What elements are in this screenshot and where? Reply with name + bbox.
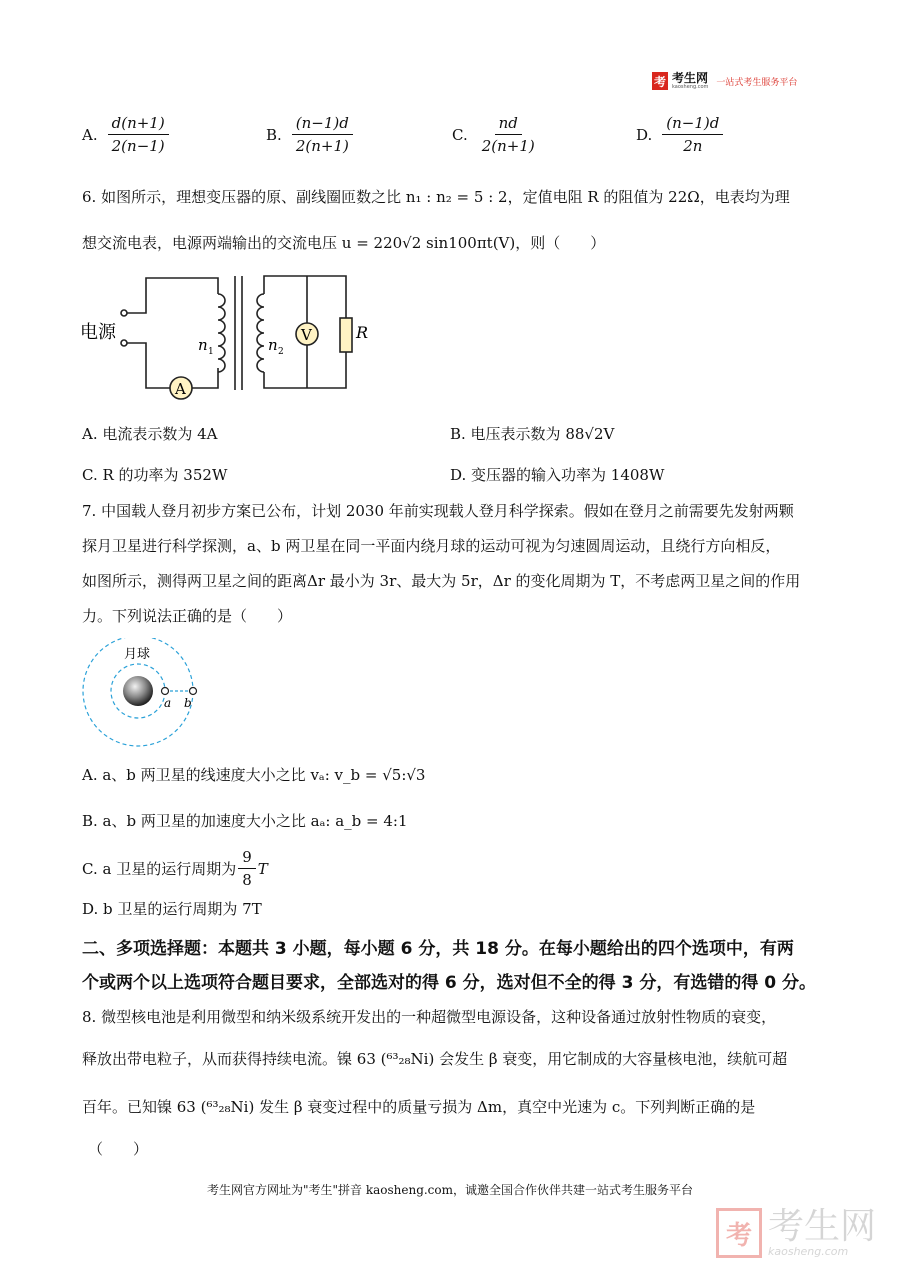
resistor-icon [340,318,352,352]
n1-label: n [198,336,208,354]
watermark-icon: 考 [716,1208,762,1258]
primary-wire-top [127,278,218,313]
n1-subscript: 1 [208,347,214,357]
fraction-den: 2(n+1) [481,137,535,155]
q7-stem-line4: 力。下列说法正确的是（ ） [82,607,293,625]
option-fraction [238,848,256,889]
page-footer: 考生网官方网址为"考生"拼音 kaosheng.com，诚邀全国合作伙伴共建一站式考生服务平台 [206,1183,694,1197]
option-label: B. [266,125,282,144]
section2-heading-line2: 个或两个以上选项符合题目要求，全部选对的得 6 分，选对但不全的得 3 分，有选错的得 0 分。 [82,973,816,993]
option-label: C. [452,125,468,144]
satellite-b-label: b [184,696,192,710]
q7-option-a: A. a、b 两卫星的线速度大小之比 vₐ: v_b = √5:√3 [82,766,426,784]
q6-option-c: C. R 的功率为 352W [82,466,228,484]
q8-stem-line3: 百年。已知镍 63 (⁶³₂₈Ni) 发生 β 衰变过程中的质量亏损为 Δm，真空中光速为 c。下列判断正确的是 [82,1098,756,1116]
logo-slogan: 一站式考生服务平台 [716,77,798,88]
fraction-num: nd [495,114,522,135]
fraction-den: 2n [683,137,703,155]
satellite-a-icon [162,688,169,695]
satellite-b-icon [190,688,197,695]
moon-icon [123,676,153,706]
logo-icon: 考 [652,72,668,90]
section2-heading-line1: 二、多项选择题：本题共 3 小题，每小题 6 分，共 18 分。在每小题给出的四个选项中，有两 [82,939,794,959]
q6-stem-line1: 6. 如图所示，理想变压器的原、副线圈匝数之比 n₁ : n₂ = 5 : 2，定值电阻 R 的阻值为 22Ω，电表均为理 [82,188,790,206]
resistor-label: R [356,323,369,342]
q5-option-a [82,114,169,155]
watermark-name: 考生网 [768,1205,877,1247]
power-source-label: 电源 [80,322,116,343]
ammeter-label: A [175,380,186,398]
q6-stem-line2: 想交流电表，电源两端输出的交流电压 u = 220√2 sin100πt(V)，则（ ） [82,234,606,252]
secondary-coil [257,294,264,372]
voltmeter-label: V [301,326,312,344]
header-logo [652,72,797,90]
fraction-den: 8 [242,871,252,889]
n2-label: n [268,336,278,354]
q8-stem-line1: 8. 微型核电池是利用微型和纳米级系统开发出的一种超微型电源设备，这种设备通过放射性物质的衰变， [82,1008,777,1026]
n2-subscript: 2 [278,347,284,357]
q5-option-b [266,114,353,155]
option-fraction [478,114,539,155]
option-fraction [108,114,169,155]
primary-coil [218,294,225,372]
primary-wire-bottom [127,343,170,388]
secondary-wire-top [264,276,346,318]
lunar-orbit-diagram [80,638,210,750]
terminal-top [121,310,127,316]
secondary-wire-bottom [264,352,346,388]
moon-label: 月球 [124,647,151,662]
fraction-num: (n−1)d [662,114,723,135]
q6-option-a: A. 电流表示数为 4A [82,425,218,443]
watermark-logo [716,1205,877,1258]
fraction-den: 2(n−1) [111,137,165,155]
primary-wire-return [192,368,218,388]
q5-option-c [452,114,539,155]
fraction-den: 2(n+1) [295,137,349,155]
q8-stem-line4: （ ） [88,1140,149,1158]
satellite-a-label: a [164,696,172,710]
q7-option-b: B. a、b 两卫星的加速度大小之比 aₐ: a_b = 4:1 [82,812,408,830]
terminal-bottom [121,340,127,346]
fraction-num: d(n+1) [108,114,169,135]
q7-stem-line1: 7. 中国载人登月初步方案已公布，计划 2030 年前实现载人登月科学探索。假如在登月之前需要先发射两颗 [82,502,794,520]
option-label: D. [636,125,653,144]
q7-option-d: D. b 卫星的运行周期为 7T [82,900,262,918]
logo-name: 考生网 [672,71,709,85]
transformer-circuit-diagram [78,268,378,402]
fraction-num: (n−1)d [292,114,353,135]
option-fraction [292,114,353,155]
logo-domain: kaosheng.com [672,84,709,90]
q7-stem-line3: 如图所示，测得两卫星之间的距离Δr 最小为 3r、最大为 5r，Δr 的变化周期为 T，不考虑两卫星之间的作用 [82,572,801,590]
q5-option-d [636,114,723,155]
option-fraction [662,114,723,155]
q6-option-d: D. 变压器的输入功率为 1408W [450,466,665,484]
q8-stem-line2: 释放出带电粒子，从而获得持续电流。镍 63 (⁶³₂₈Ni) 会发生 β 衰变，用它制成的大容量核电池，续航可超 [82,1050,788,1068]
q7-option-c [82,848,268,889]
q7-stem-line2: 探月卫星进行科学探测，a、b 两卫星在同一平面内绕月球的运动可视为匀速圆周运动，且绕行方向相反， [82,537,781,555]
fraction-num: 9 [238,848,256,869]
watermark-domain: kaosheng.com [768,1244,849,1258]
option-label: A. [82,125,98,144]
option-text: C. a 卫星的运行周期为 [82,860,237,878]
q6-option-b: B. 电压表示数为 88√2V [450,425,615,443]
option-tail: T [257,859,268,878]
